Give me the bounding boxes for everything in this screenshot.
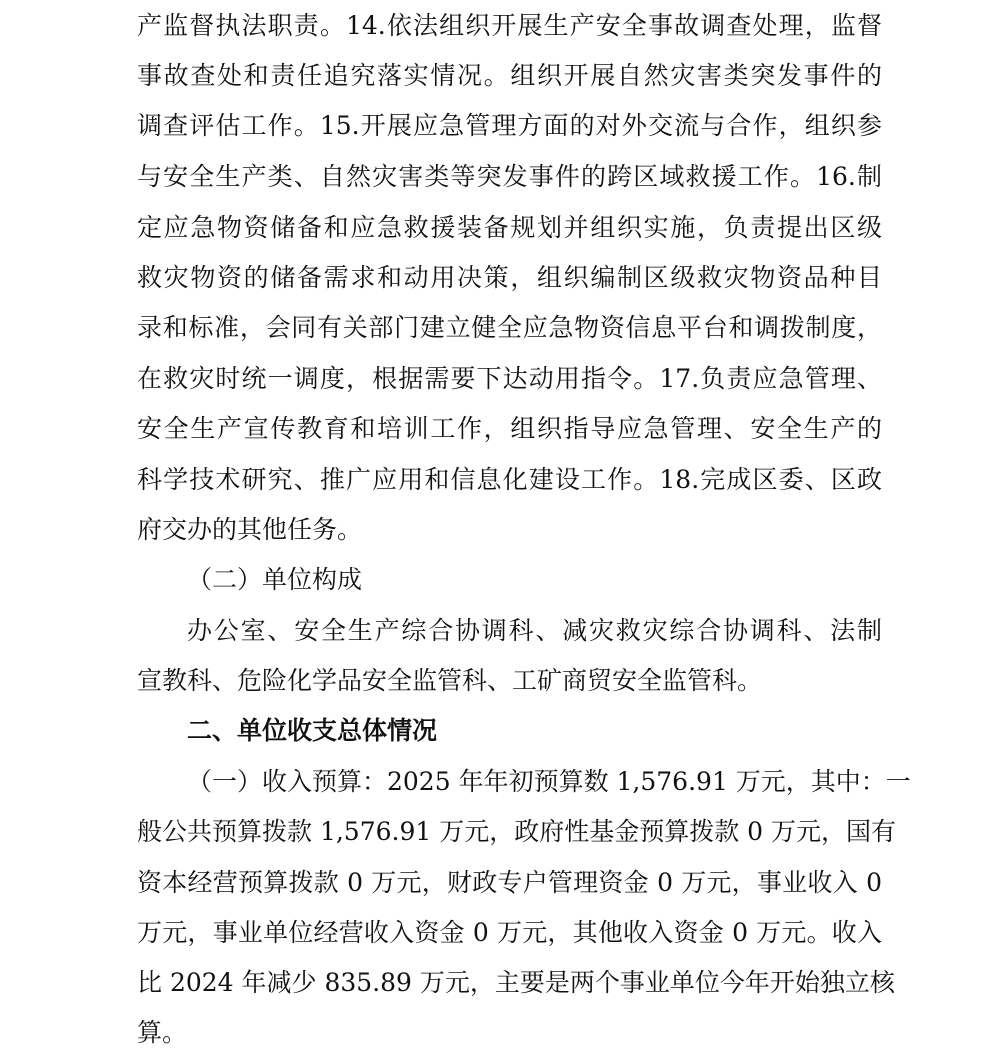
text-line-13: 办公室、安全生产综合协调科、减灾救灾综合协调科、法制 xyxy=(187,616,882,645)
section-heading-income-expenditure: 二、单位收支总体情况 xyxy=(187,716,438,745)
text-line-21: 算。 xyxy=(137,1018,188,1047)
text-line-8: 在救灾时统一调度，根据需要下达动用指令。17.负责应急管理、 xyxy=(137,364,882,393)
text-line-11: 府交办的其他任务。 xyxy=(137,515,363,544)
text-line-20: 比 2024 年减少 835.89 万元，主要是两个事业单位今年开始独立核 xyxy=(137,968,895,997)
text-line-7: 录和标准，会同有关部门建立健全应急物资信息平台和调拨制度， xyxy=(137,313,882,342)
text-line-6: 救灾物资的储备需求和动用决策，组织编制区级救灾物资品种目 xyxy=(137,263,882,292)
text-line-10: 科学技术研究、推广应用和信息化建设工作。18.完成区委、区政 xyxy=(137,465,882,494)
text-line-16: （一）收入预算：2025 年年初预算数 1,576.91 万元，其中：一 xyxy=(187,767,911,796)
text-line-9: 安全生产宣传教育和培训工作，组织指导应急管理、安全生产的 xyxy=(137,414,882,443)
text-line-3: 调查评估工作。15.开展应急管理方面的对外交流与合作，组织参 xyxy=(137,111,882,140)
section-heading-unit-composition: （二）单位构成 xyxy=(187,565,363,594)
text-line-4: 与安全生产类、自然灾害类等突发事件的跨区域救援工作。16.制 xyxy=(137,162,882,191)
text-line-1: 产监督执法职责。14.依法组织开展生产安全事故调查处理，监督 xyxy=(137,11,882,40)
text-line-2: 事故查处和责任追究落实情况。组织开展自然灾害类突发事件的 xyxy=(137,61,882,90)
text-line-14: 宣教科、危险化学品安全监管科、工矿商贸安全监管科。 xyxy=(137,666,763,695)
text-line-18: 资本经营预算拨款 0 万元，财政专户管理资金 0 万元，事业收入 0 xyxy=(137,868,882,897)
text-line-5: 定应急物资储备和应急救援装备规划并组织实施，负责提出区级 xyxy=(137,213,882,242)
text-line-19: 万元，事业单位经营收入资金 0 万元，其他收入资金 0 万元。收入 xyxy=(137,918,882,947)
text-line-17: 般公共预算拨款 1,576.91 万元，政府性基金预算拨款 0 万元，国有 xyxy=(137,817,897,846)
